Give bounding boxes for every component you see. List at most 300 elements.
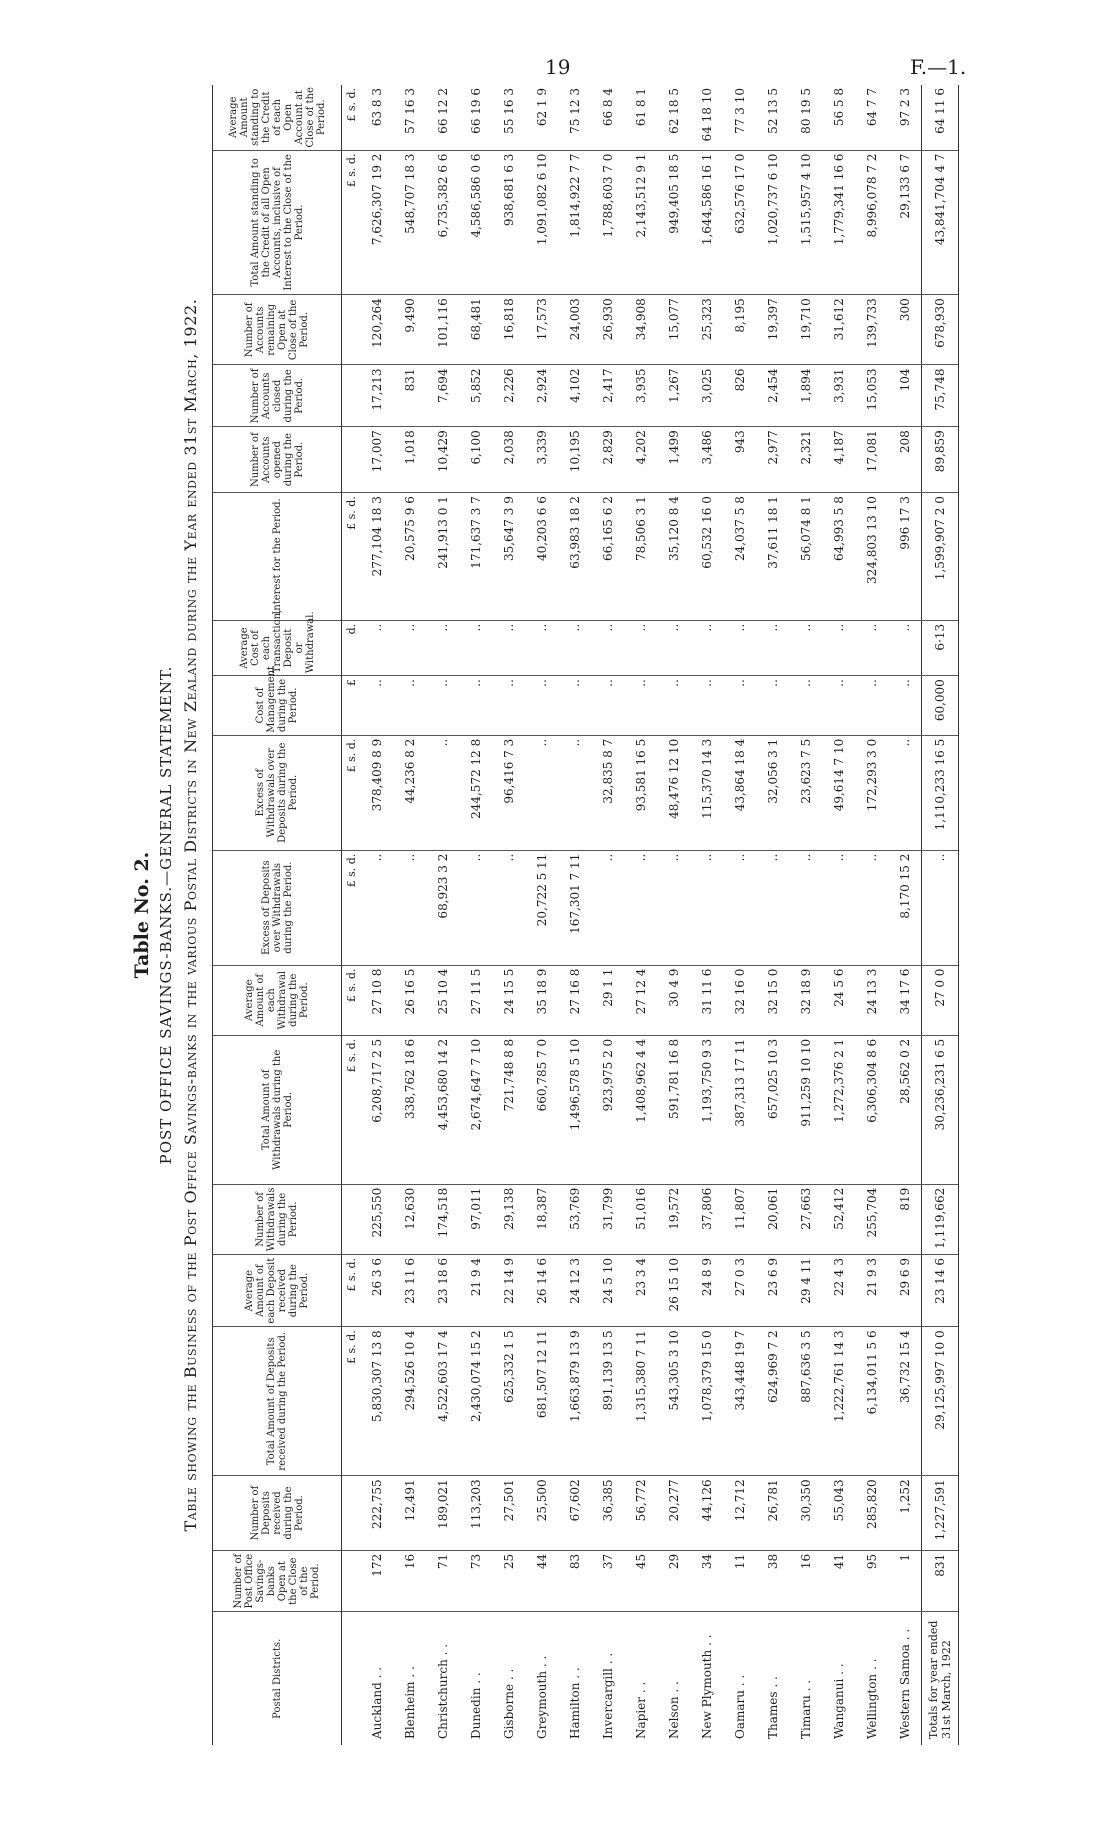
table-cell: ..	[426, 620, 459, 675]
table-cell: 62 1 9	[525, 85, 558, 150]
table-cell: 891,139 13 5	[591, 1327, 624, 1476]
table-row	[690, 85, 723, 1745]
table-cell: 24 5 6	[822, 965, 855, 1035]
table-row	[723, 85, 756, 1745]
table-cell: 15,077	[657, 295, 690, 365]
table-cell: 4,202	[624, 427, 657, 493]
table-cell: 12,630	[393, 1184, 426, 1254]
table-cell: 44,126	[690, 1476, 723, 1550]
table-cell: 27,663	[789, 1184, 822, 1254]
table-cell: ..	[789, 850, 822, 965]
table-cell: 625,332 1 5	[492, 1327, 525, 1476]
table-cell: 938,681 6 3	[492, 150, 525, 295]
table-cell: 52,412	[822, 1184, 855, 1254]
totals-cell: 43,841,704 4 7	[922, 150, 959, 295]
totals-cell: 27 0 0	[922, 965, 959, 1035]
table-cell: 29 4 11	[789, 1255, 822, 1327]
table-cell: 22 14 9	[492, 1255, 525, 1327]
table-cell: 24 8 9	[690, 1255, 723, 1327]
totals-cell: 64 11 6	[922, 85, 959, 150]
table-cell: ..	[756, 620, 789, 675]
table-cell: ..	[558, 620, 591, 675]
table-cell: 29 1 1	[591, 965, 624, 1035]
table-cell: 11,807	[723, 1184, 756, 1254]
table-cell: 97 2 3	[888, 85, 922, 150]
table-cell: ..	[723, 676, 756, 736]
table-cell: 225,550	[360, 1184, 393, 1254]
table-cell: 36,385	[591, 1476, 624, 1550]
totals-cell: 1,227,591	[922, 1476, 959, 1550]
table-cell: ..	[756, 850, 789, 965]
table-cell: 887,636 3 5	[789, 1327, 822, 1476]
table-cell: 26 14 6	[525, 1255, 558, 1327]
table-cell: 387,313 17 11	[723, 1035, 756, 1184]
table-cell: 4,586,586 0 6	[459, 150, 492, 295]
table-cell: 104	[888, 365, 922, 427]
table-cell: 21 9 4	[459, 1255, 492, 1327]
table-cell: 29	[657, 1550, 690, 1612]
district-name-cell: Wellington . .	[864, 1658, 879, 1739]
table-cell: ..	[492, 850, 525, 965]
table-cell: 83	[558, 1550, 591, 1612]
table-cell: 40,203 6 6	[525, 493, 558, 621]
table-cell: 1,267	[657, 365, 690, 427]
table-cell: 10,195	[558, 427, 591, 493]
table-cell: 63,983 18 2	[558, 493, 591, 621]
table-cell: 34	[690, 1550, 723, 1612]
district-name-cell: Dunedin . .	[468, 1672, 483, 1739]
district-name-cell: Hamilton . .	[567, 1667, 582, 1739]
table-cell: 15,053	[855, 365, 888, 427]
table-cell: ..	[525, 620, 558, 675]
district-name-cell: Greymouth . .	[534, 1655, 549, 1739]
table-cell: ..	[492, 676, 525, 736]
totals-label: Totals for year ended 31st March, 1922	[927, 1620, 953, 1739]
totals-row	[922, 85, 959, 1745]
table-cell: ..	[789, 620, 822, 675]
table-row	[756, 85, 789, 1745]
table-cell: 1,091,082 6 10	[525, 150, 558, 295]
district-name-cell: Napier . .	[633, 1681, 648, 1739]
table-cell: 241,913 0 1	[426, 493, 459, 621]
unit-cell: £	[342, 676, 361, 736]
table-cell: 1,496,578 5 10	[558, 1035, 591, 1184]
table-cell: 255,704	[855, 1184, 888, 1254]
table-cell: 1,644,586 16 1	[690, 150, 723, 295]
table-cell: 285,820	[855, 1476, 888, 1550]
totals-cell: 23 14 6	[922, 1255, 959, 1327]
table-cell: 171,637 3 7	[459, 493, 492, 621]
table-cell: 1,779,341 16 6	[822, 150, 855, 295]
table-cell: 56 5 8	[822, 85, 855, 150]
table-cell: ..	[723, 850, 756, 965]
table-cell: 44	[525, 1550, 558, 1612]
district-name-cell: Thames . .	[765, 1676, 780, 1739]
table-cell: 78,506 3 1	[624, 493, 657, 621]
table-cell: 2,143,512 9 1	[624, 150, 657, 295]
table-cell: 32 18 9	[789, 965, 822, 1035]
table-cell: 12,712	[723, 1476, 756, 1550]
table-cell: 378,409 8 9	[360, 735, 393, 850]
table-cell: 48,476 12 10	[657, 735, 690, 850]
table-number: Table No. 2.	[131, 851, 153, 979]
table-cell: 62 18 5	[657, 85, 690, 150]
table-cell: 548,707 18 3	[393, 150, 426, 295]
column-header: Total Amount of Deposits received during the Period.	[213, 1327, 342, 1476]
table-cell: 19,397	[756, 295, 789, 365]
table-cell: 56,772	[624, 1476, 657, 1550]
table-cell: 18,387	[525, 1184, 558, 1254]
totals-cell: 89,859	[922, 427, 959, 493]
table-cell: 35 18 9	[525, 965, 558, 1035]
table-cell: ..	[657, 850, 690, 965]
table-cell: 624,969 7 2	[756, 1327, 789, 1476]
table-cell: 28,562 0 2	[888, 1035, 922, 1184]
unit-cell: £ s. d.	[342, 1255, 361, 1327]
table-cell: 2,430,074 15 2	[459, 1327, 492, 1476]
header-row	[213, 85, 342, 1745]
table-cell: 943	[723, 427, 756, 493]
table-cell: 7,694	[426, 365, 459, 427]
table-cell: 64,993 5 8	[822, 493, 855, 621]
table-cell: 20,277	[657, 1476, 690, 1550]
table-cell: 20,061	[756, 1184, 789, 1254]
table-cell: 20,575 9 6	[393, 493, 426, 621]
table-cell: 949,405 18 5	[657, 150, 690, 295]
table-cell: ..	[393, 620, 426, 675]
table-cell: ..	[657, 620, 690, 675]
table-cell: 29 6 9	[888, 1255, 922, 1327]
table-cell: ..	[822, 620, 855, 675]
table-cell: 23 11 6	[393, 1255, 426, 1327]
district-name-cell: Invercargill . .	[600, 1652, 615, 1739]
table-cell: 35,647 3 9	[492, 493, 525, 621]
totals-cell: 1,599,907 2 0	[922, 493, 959, 621]
table-cell: ..	[525, 676, 558, 736]
table-cell: 57 16 3	[393, 85, 426, 150]
table-cell: ..	[360, 676, 393, 736]
table-row	[525, 85, 558, 1745]
page-reference: F.—1.	[910, 55, 967, 79]
table-cell: 34 17 6	[888, 965, 922, 1035]
unit-cell: £ s. d.	[342, 735, 361, 850]
table-cell: ..	[657, 676, 690, 736]
table-cell: 25,323	[690, 295, 723, 365]
table-cell: 27 16 8	[558, 965, 591, 1035]
table-cell: 1,814,922 7 7	[558, 150, 591, 295]
table-cell: 68,481	[459, 295, 492, 365]
table-cell: 1,788,603 7 0	[591, 150, 624, 295]
table-cell: 9,490	[393, 295, 426, 365]
table-cell: ..	[393, 850, 426, 965]
table-cell: 8,170 15 2	[888, 850, 922, 965]
table-cell: 35,120 8 4	[657, 493, 690, 621]
table-cell: 2,417	[591, 365, 624, 427]
table-cell: 25 10 4	[426, 965, 459, 1035]
district-name-cell: Nelson . .	[666, 1681, 681, 1739]
table-cell: 8,195	[723, 295, 756, 365]
table-cell: 338,762 18 6	[393, 1035, 426, 1184]
table-cell: 4,453,680 14 2	[426, 1035, 459, 1184]
table-cell: 20,722 5 11	[525, 850, 558, 965]
table-cell: 208	[888, 427, 922, 493]
table-cell: 52 13 5	[756, 85, 789, 150]
table-cell: ..	[360, 620, 393, 675]
table-cell: 16	[393, 1550, 426, 1612]
table-cell: 29,133 6 7	[888, 150, 922, 295]
table-cell: 23,623 7 5	[789, 735, 822, 850]
table-cell: 172	[360, 1550, 393, 1612]
table-cell: 22 4 3	[822, 1255, 855, 1327]
table-cell: 44,236 8 2	[393, 735, 426, 850]
table-cell: 1,894	[789, 365, 822, 427]
table-cell: 17,007	[360, 427, 393, 493]
table-body	[342, 85, 959, 1745]
table-cell: 25,500	[525, 1476, 558, 1550]
table-cell: 324,803 13 10	[855, 493, 888, 621]
table-row	[393, 85, 426, 1745]
table-cell: 101,116	[426, 295, 459, 365]
table-cell: 63 8 3	[360, 85, 393, 150]
table-caption: Table showing the Business of the Post Office Savings-banks in the various Postal Districts in New Zealand during the Year ended 31st March, 1922.	[181, 298, 200, 1532]
table-cell: 115,370 14 3	[690, 735, 723, 850]
table-cell: 30 4 9	[657, 965, 690, 1035]
table-cell: 5,830,307 13 8	[360, 1327, 393, 1476]
unit-cell: £ s. d.	[342, 850, 361, 965]
table-cell: 24 13 3	[855, 965, 888, 1035]
table-cell: 11	[723, 1550, 756, 1612]
district-name-cell: Oamaru . .	[732, 1674, 747, 1739]
table-cell: 51,016	[624, 1184, 657, 1254]
table-cell: 93,581 16 5	[624, 735, 657, 850]
table-cell: 37,611 18 1	[756, 493, 789, 621]
table-cell: ..	[624, 850, 657, 965]
table-cell: 2,226	[492, 365, 525, 427]
table-cell: 23 18 6	[426, 1255, 459, 1327]
table-cell: 996 17 3	[888, 493, 922, 621]
district-name-cell: Blenheim . .	[402, 1666, 417, 1739]
table-cell: 826	[723, 365, 756, 427]
table-cell: ..	[690, 850, 723, 965]
table-cell: 30,350	[789, 1476, 822, 1550]
table-cell: 1,078,379 15 0	[690, 1327, 723, 1476]
table-cell: ..	[723, 620, 756, 675]
table-cell: 43,864 18 4	[723, 735, 756, 850]
table-cell: 2,674,647 7 10	[459, 1035, 492, 1184]
unit-cell: £ s. d.	[342, 1035, 361, 1184]
totals-cell: 60,000	[922, 676, 959, 736]
table-cell: 189,021	[426, 1476, 459, 1550]
district-name-cell: Auckland . .	[369, 1666, 384, 1739]
table-cell: 24 15 5	[492, 965, 525, 1035]
table-cell: ..	[624, 676, 657, 736]
table-cell: 1	[888, 1550, 922, 1612]
table-cell: ..	[492, 620, 525, 675]
district-name-cell: New Plymouth . .	[699, 1634, 714, 1739]
table-cell: 60,532 16 0	[690, 493, 723, 621]
table-cell: 2,924	[525, 365, 558, 427]
district-name-cell: Western Samoa . .	[897, 1628, 912, 1739]
totals-cell: 30,236,231 6 5	[922, 1035, 959, 1184]
table-cell: 56,074 8 1	[789, 493, 822, 621]
table-cell: 61 8 1	[624, 85, 657, 150]
table-cell: 26,930	[591, 295, 624, 365]
column-header: Number of Post Office Savings-banks Open at the Close of the Period.	[213, 1550, 342, 1612]
table-cell: 80 19 5	[789, 85, 822, 150]
totals-cell: 1,119,662	[922, 1184, 959, 1254]
table-cell: 6,208,717 2 5	[360, 1035, 393, 1184]
column-header: Number of Deposits received during the Period.	[213, 1476, 342, 1550]
table-cell: 21 9 3	[855, 1255, 888, 1327]
column-header: Average Amount of each Deposit received during the Period.	[213, 1255, 342, 1327]
table-row	[624, 85, 657, 1745]
table-cell: 32 16 0	[723, 965, 756, 1035]
table-cell: 2,454	[756, 365, 789, 427]
table-cell: 167,301 7 11	[558, 850, 591, 965]
column-header: Postal Districts.	[213, 1612, 342, 1745]
table-cell: 26 16 5	[393, 965, 426, 1035]
table-cell: 25	[492, 1550, 525, 1612]
table-cell: ..	[888, 676, 922, 736]
table-cell: ..	[426, 735, 459, 850]
table-cell: 26 3 6	[360, 1255, 393, 1327]
table-cell: 29,138	[492, 1184, 525, 1254]
table-cell: 73	[459, 1550, 492, 1612]
table-cell: ..	[591, 850, 624, 965]
table-cell: 6,134,011 5 6	[855, 1327, 888, 1476]
table-cell: 36,732 15 4	[888, 1327, 922, 1476]
district-name-cell: Christchurch . .	[435, 1643, 450, 1739]
table-cell: 24,003	[558, 295, 591, 365]
table-cell: 75 12 3	[558, 85, 591, 150]
table-cell: 67,602	[558, 1476, 591, 1550]
table-cell: 34,908	[624, 295, 657, 365]
totals-cell: 678,930	[922, 295, 959, 365]
table-cell: ..	[558, 676, 591, 736]
table-cell: 3,486	[690, 427, 723, 493]
table-cell: 294,526 10 4	[393, 1327, 426, 1476]
table-cell: ..	[393, 676, 426, 736]
table-cell: 911,259 10 10	[789, 1035, 822, 1184]
table-cell: 27 0 3	[723, 1255, 756, 1327]
table-cell: 27 10 8	[360, 965, 393, 1035]
table-cell: 55 16 3	[492, 85, 525, 150]
table-cell: 71	[426, 1550, 459, 1612]
table-cell: 923,975 2 0	[591, 1035, 624, 1184]
unit-cell	[342, 295, 361, 365]
unit-cell	[342, 365, 361, 427]
totals-label-cell	[922, 1612, 959, 1745]
table-row	[888, 85, 922, 1745]
column-header: Total Amount standing to the Credit of all Open Accounts, inclusive of Interest to the Close of the Period.	[213, 150, 342, 295]
table-cell: 23 3 4	[624, 1255, 657, 1327]
table-cell: 64 7 7	[855, 85, 888, 150]
table-cell: ..	[789, 676, 822, 736]
table-cell: 681,507 12 11	[525, 1327, 558, 1476]
page-number: 19	[545, 55, 571, 79]
table-row	[855, 85, 888, 1745]
table-row	[657, 85, 690, 1745]
table-cell: 19,572	[657, 1184, 690, 1254]
table-cell: 68,923 3 2	[426, 850, 459, 965]
savings-bank-table	[212, 85, 959, 1745]
column-header: Number of Accounts remaining Open at Close of the Period.	[213, 295, 342, 365]
column-header: Average Amount of each Withdrawal during the Period.	[213, 965, 342, 1035]
column-header: Total Amount of Withdrawals during the Period.	[213, 1035, 342, 1184]
unit-cell: £ s. d.	[342, 85, 361, 150]
table-cell: 139,733	[855, 295, 888, 365]
table-cell: 1,408,962 4 4	[624, 1035, 657, 1184]
table-cell: 26 15 10	[657, 1255, 690, 1327]
table-cell: 24,037 5 8	[723, 493, 756, 621]
table-cell: 53,769	[558, 1184, 591, 1254]
table-cell: 3,935	[624, 365, 657, 427]
table-cell: 721,748 8 8	[492, 1035, 525, 1184]
table-cell: 120,264	[360, 295, 393, 365]
table-cell: ..	[525, 735, 558, 850]
table-cell: ..	[558, 735, 591, 850]
table-cell: 7,626,307 19 2	[360, 150, 393, 295]
table-cell: 32 15 0	[756, 965, 789, 1035]
table-cell: 4,102	[558, 365, 591, 427]
table-cell: ..	[591, 620, 624, 675]
table-cell: 1,315,380 7 11	[624, 1327, 657, 1476]
table-row	[426, 85, 459, 1745]
table-cell: 244,572 12 8	[459, 735, 492, 850]
table-cell: 4,187	[822, 427, 855, 493]
table-cell: 27,501	[492, 1476, 525, 1550]
table-cell: 66,165 6 2	[591, 493, 624, 621]
unit-row	[342, 85, 361, 1745]
table-cell: 831	[393, 365, 426, 427]
table-cell: 1,222,761 14 3	[822, 1327, 855, 1476]
column-header: Number of Accounts closed during the Period.	[213, 365, 342, 427]
column-header: Average Amount standing to the Credit of each Open Account at Close of the Period.	[213, 85, 342, 150]
table-cell: 5,852	[459, 365, 492, 427]
table-cell: ..	[855, 676, 888, 736]
unit-cell	[342, 1550, 361, 1612]
table-cell: ..	[690, 620, 723, 675]
table-cell: ..	[459, 620, 492, 675]
table-cell: 38	[756, 1550, 789, 1612]
totals-cell: 75,748	[922, 365, 959, 427]
table-cell: 31,799	[591, 1184, 624, 1254]
unit-cell	[342, 1184, 361, 1254]
table-cell: 97,011	[459, 1184, 492, 1254]
table-cell: ..	[624, 620, 657, 675]
table-cell: ..	[855, 850, 888, 965]
table-cell: 660,785 7 0	[525, 1035, 558, 1184]
column-header: Cost of Management during the Period.	[213, 676, 342, 736]
table-cell: 95	[855, 1550, 888, 1612]
table-cell: 3,931	[822, 365, 855, 427]
table-cell: ..	[888, 735, 922, 850]
unit-cell	[342, 427, 361, 493]
column-header: Number of Accounts opened during the Period.	[213, 427, 342, 493]
table-cell: ..	[591, 676, 624, 736]
table-row	[822, 85, 855, 1745]
unit-cell	[342, 1612, 361, 1745]
table-heading	[131, 85, 200, 1745]
table-cell: ..	[822, 850, 855, 965]
column-header: Number of Withdrawals during the Period.	[213, 1184, 342, 1254]
table-cell: 4,522,603 17 4	[426, 1327, 459, 1476]
table-cell: 17,213	[360, 365, 393, 427]
table-cell: ..	[822, 676, 855, 736]
totals-cell: ..	[922, 850, 959, 965]
table-cell: ..	[459, 676, 492, 736]
unit-cell: £ s. d.	[342, 1327, 361, 1476]
